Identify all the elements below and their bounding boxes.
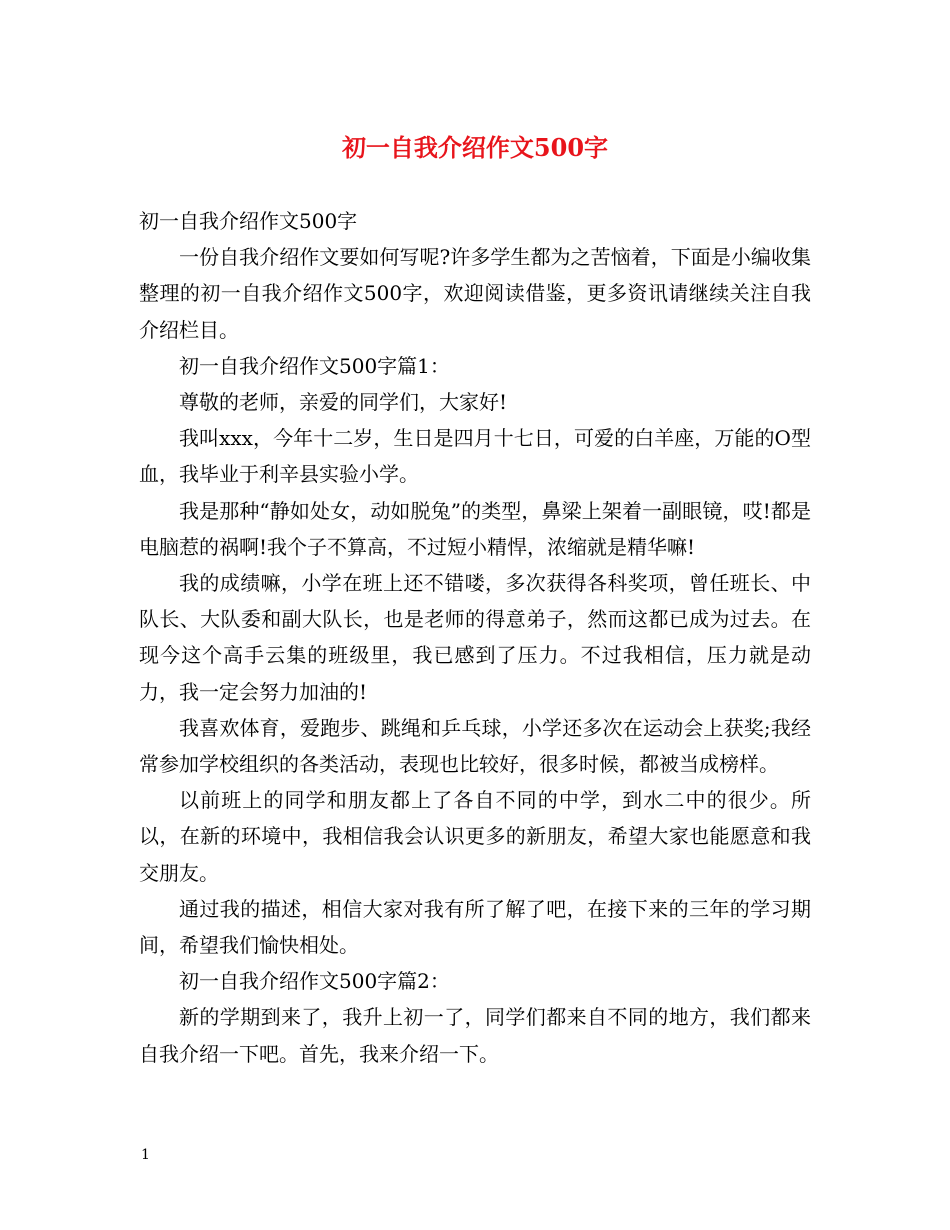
body-paragraph: 我的成绩嘛，小学在班上还不错喽，多次获得各科奖项，曾任班长、中队长、大队委和副大队长，也是老师的得意弟子，然而这都已成为过去。在现今这个高手云集的班级里，我已感到了压力。不过我相信，压力就是动力，我一定会努力加油的! xyxy=(139,571,811,704)
body-paragraph: 通过我的描述，相信大家对我有所了解了吧，在接下来的三年的学习期间，希望我们愉快相处。 xyxy=(139,896,811,958)
section-heading-1: 初一自我介绍作文500字篇1： xyxy=(179,353,450,378)
body-paragraph: 我叫xxx，今年十二岁，生日是四月十七日，可爱的白羊座，万能的O型血，我毕业于利辛县实验小学。 xyxy=(139,426,811,487)
subtitle-paragraph: 初一自我介绍作文500字 xyxy=(139,209,358,233)
document-body xyxy=(139,203,811,1072)
body-paragraph: 以前班上的同学和朋友都上了各自不同的中学，到水二中的很少。所以，在新的环境中，我相信我会认识更多的新朋友，希望大家也能愿意和我交朋友。 xyxy=(139,788,811,885)
body-paragraph: 新的学期到来了，我升上初一了，同学们都来自不同的地方，我们都来自我介绍一下吧。首先，我来介绍一下。 xyxy=(139,1005,811,1066)
greeting-paragraph: 尊敬的老师，亲爱的同学们，大家好! xyxy=(179,390,508,415)
document-title: 初一自我介绍作文500字 xyxy=(341,133,609,162)
intro-paragraph: 一份自我介绍作文要如何写呢?许多学生都为之苦恼着，下面是小编收集整理的初一自我介绍作文500字，欢迎阅读借鉴，更多资讯请继续关注自我介绍栏目。 xyxy=(139,245,811,342)
section-heading-2: 初一自我介绍作文500字篇2： xyxy=(179,969,450,994)
body-paragraph: 我是那种“静如处女，动如脱兔”的类型，鼻梁上架着一副眼镜，哎!都是电脑惹的祸啊!我个子不算高，不过短小精悍，浓缩就是精华嘛! xyxy=(139,498,811,559)
body-paragraph: 我喜欢体育，爱跑步、跳绳和乒乓球，小学还多次在运动会上获奖;我经常参加学校组织的各类活动，表现也比较好，很多时候，都被当成榜样。 xyxy=(139,715,811,777)
page-number: 1 xyxy=(141,1147,150,1163)
